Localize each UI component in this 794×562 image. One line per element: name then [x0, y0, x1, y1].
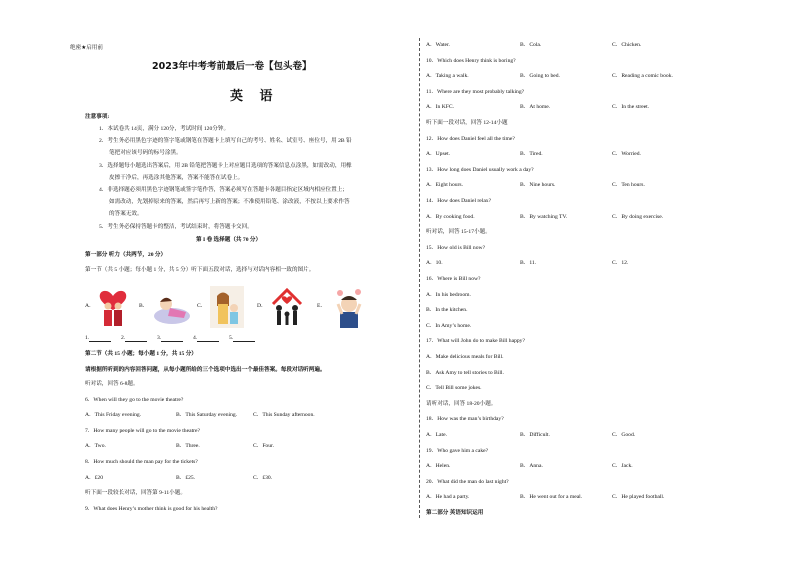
- option-b: B．Tired.: [520, 151, 543, 158]
- option-c: C．This Sunday afternoon.: [253, 412, 315, 419]
- blank-number: 1.: [85, 335, 90, 341]
- question-line: 16．Where is Bill now?: [426, 276, 481, 282]
- question-line: 11．Where are they most probably talking?: [426, 88, 525, 95]
- option-a: A．Helen.: [426, 463, 451, 470]
- blank-number: 2.: [121, 335, 126, 341]
- exam-title: 2023年中考考前最后一卷【包头卷】: [152, 61, 312, 72]
- option-b: B．This Saturday evening.: [176, 412, 238, 419]
- question-line: C．In Amy’s home.: [426, 322, 472, 329]
- notice-line: 如需改动，先划掉原来的答案，然后再写上新的答案；不准使用铅笔、涂改液，不按以上要求作答: [109, 199, 350, 206]
- question-line: 12．How does Daniel feel all the time?: [426, 135, 515, 142]
- option-b: B．At home.: [520, 104, 551, 111]
- question-line: 18．How was the man’s birthday?: [426, 416, 504, 423]
- picture-label: C．: [197, 303, 207, 309]
- option-c: C．12.: [612, 260, 629, 267]
- question-line: 听下面一段较长对话，回答第 9-11小题。: [85, 490, 186, 497]
- question-line: 20．What did the man do last night?: [426, 478, 509, 485]
- notice-line: 1．本试卷共 14页，满分 120分，考试时间 120分钟。: [99, 126, 230, 132]
- blank-line[interactable]: [197, 336, 219, 342]
- option-a: A．10.: [426, 260, 443, 267]
- section2-heading: 第二节（共 15 小题；每小题 1 分，共 15 分）: [85, 351, 197, 357]
- question-line: A．Make delicious meals for Bill.: [426, 354, 504, 360]
- family-house-icon: [270, 286, 304, 328]
- question-line: 第二部分 英语知识运用: [426, 510, 484, 516]
- option-c: C．Ten hours.: [612, 182, 645, 189]
- blank-line[interactable]: [233, 336, 255, 342]
- question-line: A．In his bedroom.: [426, 291, 471, 298]
- notice-line: 的答案无效。: [109, 211, 143, 218]
- question-line: 13．How long does Daniel usually work a day?: [426, 166, 534, 173]
- question-line: 19．Who gave him a cake?: [426, 447, 489, 454]
- answer-blank: [121, 335, 147, 342]
- notice-line: 3．选择题每小题选出答案后，用 2B 铅笔把答题卡上对应题目选项的答案信息点涂黑，如需改动，用橡: [99, 162, 352, 169]
- option-c: C．Worried.: [612, 151, 641, 158]
- notice-heading: 注意事项:: [85, 114, 110, 120]
- option-c: C．He played football.: [612, 494, 665, 501]
- notice-line: 皮擦干净后，再选涂其他答案，答案不能答在试卷上。: [109, 174, 244, 181]
- option-b: B．He went out for a meal.: [520, 494, 583, 501]
- question-line: 听下面一段对话，回答 12-14小题: [426, 120, 508, 126]
- option-b: B．Difficult.: [520, 432, 550, 438]
- option-a: A．Two.: [85, 443, 106, 450]
- option-c: C．Good.: [612, 432, 636, 438]
- option-b: B．Three.: [176, 443, 200, 450]
- volume-heading: 第 I 卷 选择题（共 70 分）: [196, 237, 262, 243]
- option-c: C．Reading a comic book.: [612, 73, 673, 80]
- notice-line: 4．非选择题必须用黑色字迹钢笔或签字笔作答，答案必须写在答题卡各题目指定区域内相应位置上；: [99, 187, 348, 193]
- picture-label: E．: [317, 303, 327, 309]
- section2-instructions: 请根据所听到的内容回答问题，从每小题所给的三个选项中选出一个最佳答案。每段对话听两遍。: [85, 367, 326, 373]
- option-a: A．This Friday evening.: [85, 412, 142, 419]
- option-a: A．Late.: [426, 432, 447, 438]
- question-line: B．In the kitchen.: [426, 307, 468, 314]
- subject-title: 英 语: [230, 89, 279, 104]
- mother-child-icon: [210, 286, 244, 328]
- picture-label: D．: [257, 303, 267, 309]
- blank-number: 5.: [229, 335, 234, 341]
- part1-heading: 第一部分 听力（共两节，20 分）: [85, 252, 167, 258]
- blank-line[interactable]: [125, 336, 147, 342]
- option-b: B．Anna.: [520, 463, 543, 470]
- answer-blank: [157, 335, 183, 342]
- blank-number: 4.: [193, 335, 198, 341]
- blank-line[interactable]: [89, 336, 111, 342]
- option-c: C．£30.: [253, 474, 273, 481]
- question-line: 请听对话，回答 18-20小题。: [426, 400, 497, 407]
- question-line: 8．How much should the man pay for the tickets?: [85, 459, 198, 465]
- option-a: A．By cooking food.: [426, 213, 475, 220]
- notice-line: 笔把对应该号码的标号涂黑。: [109, 150, 182, 157]
- question-line: C．Tell Bill some jokes.: [426, 385, 482, 392]
- question-line: 听对话，回答 6-8题。: [85, 381, 139, 387]
- option-a: A．Water.: [426, 42, 450, 48]
- option-c: C．By doing exercise.: [612, 213, 664, 220]
- secret-mark: 绝密★启用前: [70, 45, 103, 51]
- option-a: A．Taking a walk.: [426, 73, 469, 80]
- option-b: B．Nine hours.: [520, 182, 556, 189]
- question-line: 14．How does Daniel relax?: [426, 198, 492, 204]
- option-c: C．Chicken.: [612, 42, 642, 48]
- answer-blank: [229, 335, 255, 342]
- picture-label: B．: [139, 303, 149, 309]
- notice-line: 2．考生务必用黑色字迹的签字笔或钢笔在答题卡上填写自己的考号、姓名、试室号、座位号，用 2B 铅: [99, 138, 352, 145]
- option-c: C．Jack.: [612, 463, 633, 470]
- blank-number: 3.: [157, 335, 162, 341]
- option-b: B．£25.: [176, 474, 196, 481]
- notice-line: 5．考生务必保持答题卡的整洁，考试结束时，将答题卡交回。: [99, 223, 253, 230]
- option-b: B．Going to bed.: [520, 73, 560, 80]
- section1-heading: 第一节（共 5 小题；每小题 1 分，共 5 分）听下面五段对话，选择与对话内容相一致的图片。: [85, 267, 315, 273]
- option-b: B．11.: [520, 260, 537, 267]
- stressed-man-icon: [330, 286, 368, 328]
- question-line: 7．How many people will go to the movie theatre?: [85, 427, 200, 434]
- sleeping-girl-icon: [152, 286, 192, 328]
- option-a: A．£20: [85, 474, 104, 481]
- option-c: C．In the street.: [612, 104, 650, 111]
- answer-blank: [85, 335, 111, 342]
- option-c: C．Four.: [253, 443, 274, 450]
- blank-line[interactable]: [161, 336, 183, 342]
- answer-blank: [193, 335, 219, 342]
- question-line: 10．Which does Henry think is boring?: [426, 57, 516, 64]
- option-a: A．In KFC.: [426, 104, 454, 111]
- question-line: 17．What will John do to make Bill happy?: [426, 338, 525, 345]
- question-line: 6．When will they go to the movie theatre?: [85, 396, 184, 403]
- option-a: A．Eight hours.: [426, 182, 463, 189]
- option-a: A．He had a party.: [426, 494, 470, 501]
- column-divider: [419, 38, 420, 518]
- option-b: B．Cola.: [520, 42, 542, 48]
- question-line: 15．How old is Bill now?: [426, 244, 486, 251]
- option-b: B．By watching TV.: [520, 213, 568, 220]
- picture-label: A．: [85, 303, 95, 309]
- option-a: A．Upset.: [426, 151, 451, 158]
- question-line: 听对话，回答 15-17小题。: [426, 229, 491, 236]
- heart-couple-icon: [96, 286, 130, 328]
- question-line: B．Ask Amy to tell stories to Bill.: [426, 369, 504, 376]
- question-line: 9．What does Henry’s mother think is good for his health?: [85, 505, 218, 512]
